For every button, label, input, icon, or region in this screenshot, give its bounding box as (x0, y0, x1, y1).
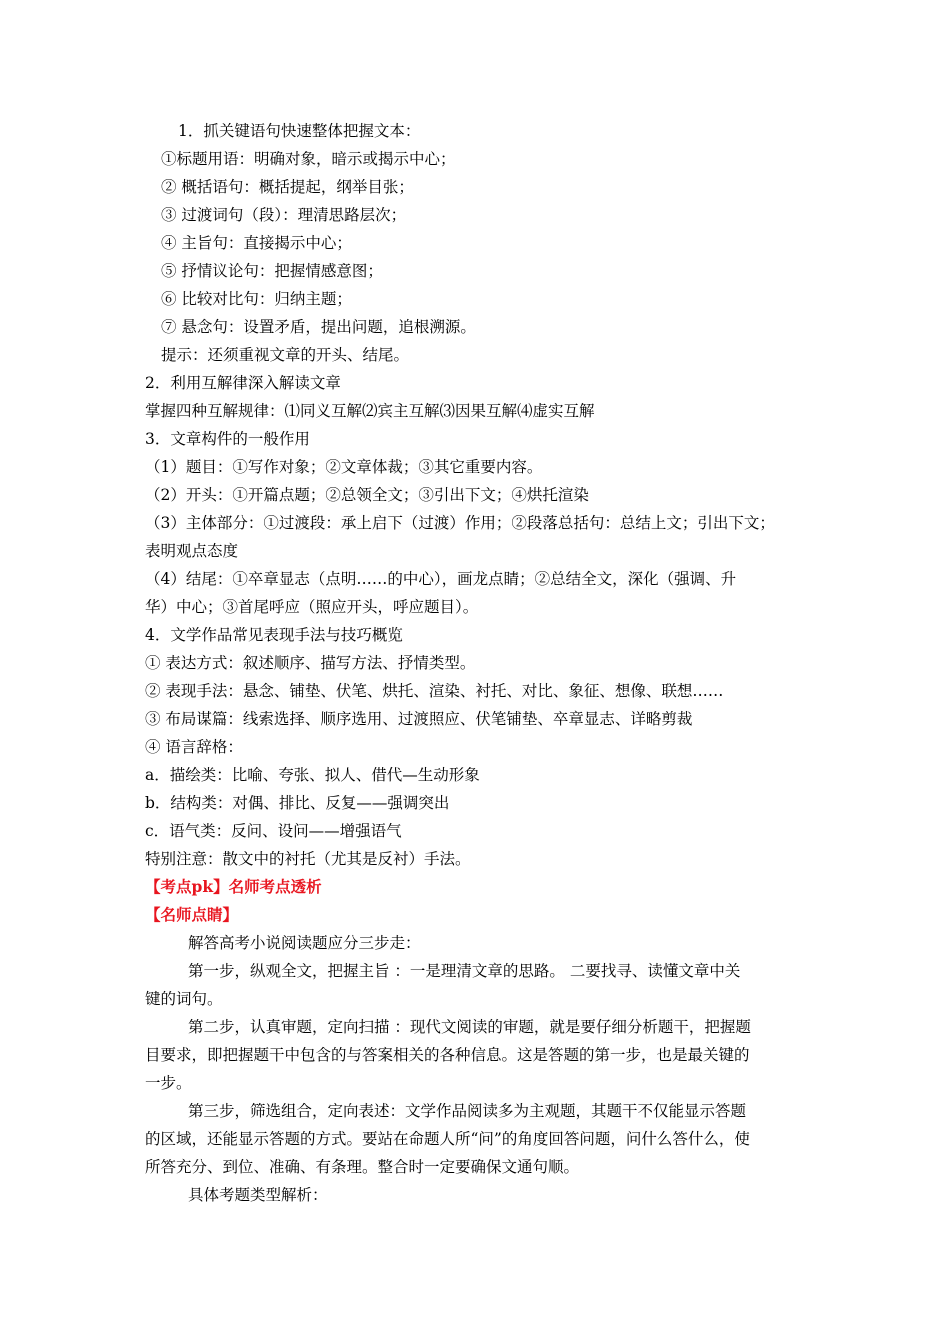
doc-line-33: 第二步，认真审题，定向扫描 ：现代文阅读的审题，就是要仔细分析题干，把握题 (188, 1018, 751, 1036)
doc-line-26: c．语气类：反问、设问——增强语气 (145, 822, 402, 840)
doc-line-15: （3）主体部分：①过渡段：承上启下（过渡）作用；②段落总括句：总结上文；引出下文； (145, 514, 775, 532)
doc-line-27: 特别注意：散文中的衬托（尤其是反衬）手法。 (145, 850, 471, 868)
doc-line-6: ⑤ 抒情议论句：把握情感意图； (161, 262, 383, 280)
doc-line-12: 3．文章构件的一般作用 (145, 430, 310, 448)
doc-line-32: 键的词句。 (145, 990, 223, 1008)
doc-line-11: 掌握四种互解规律：⑴同义互解⑵宾主互解⑶因果互解⑷虚实互解 (145, 402, 595, 420)
doc-line-24: a．描绘类：比喻、夸张、拟人、借代—生动形象 (145, 766, 480, 784)
doc-line-36: 第三步，筛选组合，定向表述：文学作品阅读多为主观题，其题干不仅能显示答题 (188, 1102, 747, 1120)
doc-line-38: 所答充分、到位、准确、有条理。整合时一定要确保文通句顺。 (145, 1158, 580, 1176)
doc-line-18: 华）中心；③首尾呼应（照应开头，呼应题目）。 (145, 598, 479, 616)
doc-line-14: （2）开头：①开篇点题；②总领全文；③引出下文；④烘托渲染 (145, 486, 589, 504)
doc-line-21: ② 表现手法：悬念、铺垫、伏笔、烘托、渲染、衬托、对比、象征、想像、联想…… (145, 682, 724, 700)
doc-line-5: ④ 主旨句：直接揭示中心； (161, 234, 352, 252)
doc-line-35: 一步。 (145, 1074, 192, 1092)
doc-line-34: 目要求，即把握题干中包含的与答案相关的各种信息。这是答题的第一步，也是最关键的 (145, 1046, 750, 1064)
doc-line-7: ⑥ 比较对比句：归纳主题； (161, 290, 352, 308)
doc-line-22: ③ 布局谋篇：线索选择、顺序选用、过渡照应、伏笔铺垫、卒章显志、详略剪裁 (145, 710, 693, 728)
doc-line-39: 具体考题类型解析： (188, 1186, 328, 1204)
doc-line-25: b．结构类：对偶、排比、反复——强调突出 (145, 794, 450, 812)
doc-line-10: 2．利用互解律深入解读文章 (145, 374, 341, 392)
doc-line-19: 4．文学作品常见表现手法与技巧概览 (145, 626, 403, 644)
doc-line-16: 表明观点态度 (145, 542, 239, 560)
section-heading-kaodian-pk: 【考点pk】名师考点透析 (145, 877, 322, 896)
doc-line-13: （1）题目：①写作对象；②文章体裁；③其它重要内容。 (145, 458, 543, 476)
doc-line-4: ③ 过渡词句（段）：理清思路层次； (161, 206, 407, 224)
doc-line-20: ① 表达方式：叙述顺序、描写方法、抒情类型。 (145, 654, 476, 672)
doc-line-3: ② 概括语句：概括提起，纲举目张； (161, 178, 414, 196)
doc-line-31: 第一步，纵观全文，把握主旨 ：一是理清文章的思路。 二要找寻、读懂文章中关 (188, 962, 741, 980)
doc-line-1: 1．抓关键语句快速整体把握文本： (178, 122, 421, 140)
section-heading-mingshi-dianjing: 【名师点睛】 (145, 905, 239, 924)
doc-line-30: 解答高考小说阅读题应分三步走： (188, 934, 421, 952)
doc-line-2: ①标题用语：明确对象，暗示或揭示中心； (161, 150, 456, 168)
doc-line-9: 提示：还须重视文章的开头、结尾。 (161, 346, 410, 364)
doc-line-17: （4）结尾：①卒章显志（点明……的中心），画龙点睛；②总结全文，深化（强调、升 (145, 570, 737, 588)
doc-line-8: ⑦ 悬念句：设置矛盾，提出问题，追根溯源。 (161, 318, 476, 336)
doc-line-23: ④ 语言辞格： (145, 738, 243, 756)
doc-line-37: 的区域，还能显示答题的方式。要站在命题人所“问”的角度回答问题，问什么答什么，使 (145, 1130, 750, 1148)
